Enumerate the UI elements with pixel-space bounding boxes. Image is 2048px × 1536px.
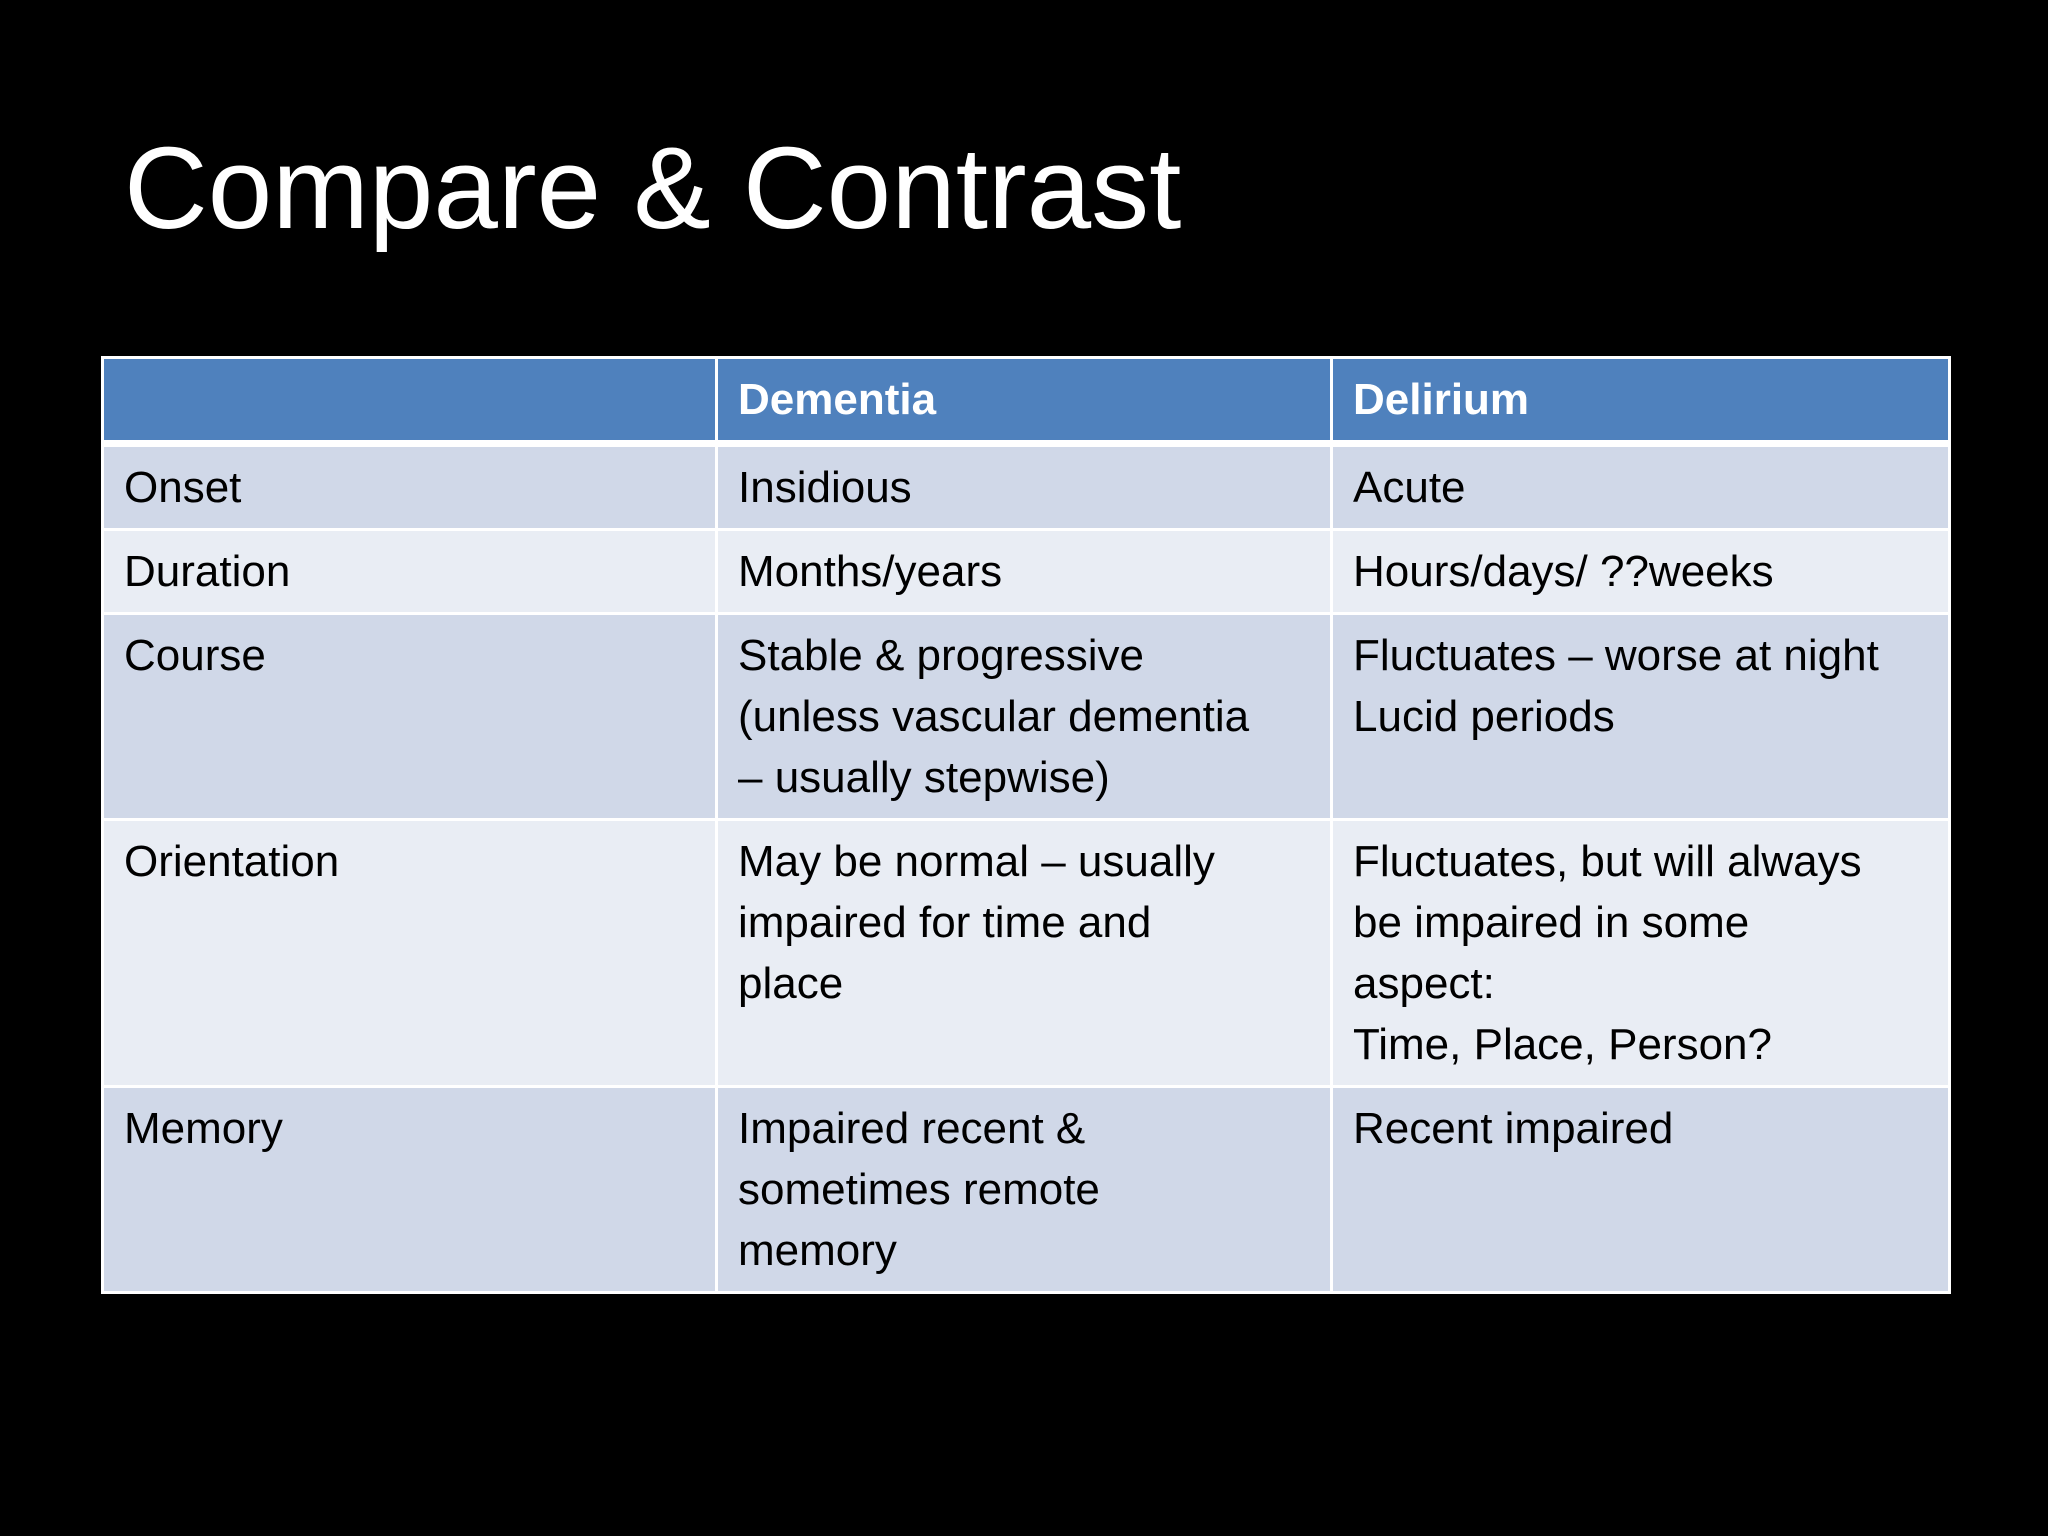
delirium-cell bbox=[1332, 1087, 1950, 1293]
header-cell-delirium: Delirium bbox=[1332, 358, 1950, 444]
table-row-course bbox=[103, 614, 1950, 820]
row-label-text: Course bbox=[124, 631, 266, 680]
delirium-cell bbox=[1332, 444, 1950, 530]
delirium-cell bbox=[1332, 820, 1950, 1087]
delirium-cell-text: Fluctuates, but will always be impaired in some aspect: Time, Place, Person? bbox=[1353, 837, 1862, 1069]
table-row-duration bbox=[103, 530, 1950, 614]
slide-title: Compare & Contrast bbox=[124, 123, 1182, 253]
dementia-cell bbox=[717, 1087, 1332, 1293]
header-cell-dementia: Dementia bbox=[717, 358, 1332, 444]
table-row-memory bbox=[103, 1087, 1950, 1293]
dementia-cell bbox=[717, 444, 1332, 530]
table-header-row bbox=[103, 358, 1950, 444]
dementia-cell-text: Impaired recent & sometimes remote memory bbox=[738, 1104, 1100, 1275]
dementia-cell bbox=[717, 820, 1332, 1087]
table-row-orientation bbox=[103, 820, 1950, 1087]
table-row-onset bbox=[103, 444, 1950, 530]
row-label bbox=[103, 444, 717, 530]
row-label bbox=[103, 614, 717, 820]
delirium-cell-text: Acute bbox=[1353, 463, 1466, 512]
row-label bbox=[103, 820, 717, 1087]
row-label bbox=[103, 1087, 717, 1293]
delirium-cell bbox=[1332, 530, 1950, 614]
dementia-cell-text: Insidious bbox=[738, 463, 912, 512]
delirium-cell-text: Fluctuates – worse at night Lucid periods bbox=[1353, 631, 1879, 741]
row-label-text: Orientation bbox=[124, 837, 340, 886]
dementia-cell-text: Months/years bbox=[738, 547, 1003, 596]
row-label-text: Memory bbox=[124, 1104, 283, 1153]
row-label bbox=[103, 530, 717, 614]
delirium-cell-text: Recent impaired bbox=[1353, 1104, 1674, 1153]
delirium-cell-text: Hours/days/ ??weeks bbox=[1353, 547, 1774, 596]
dementia-cell-text: May be normal – usually impaired for time and place bbox=[738, 837, 1215, 1008]
dementia-cell bbox=[717, 530, 1332, 614]
header-cell-empty bbox=[103, 358, 717, 444]
comparison-table bbox=[101, 356, 1951, 1294]
dementia-cell-text: Stable & progressive (unless vascular dementia – usually stepwise) bbox=[738, 631, 1250, 802]
delirium-cell bbox=[1332, 614, 1950, 820]
row-label-text: Onset bbox=[124, 463, 242, 512]
row-label-text: Duration bbox=[124, 547, 291, 596]
dementia-cell bbox=[717, 614, 1332, 820]
